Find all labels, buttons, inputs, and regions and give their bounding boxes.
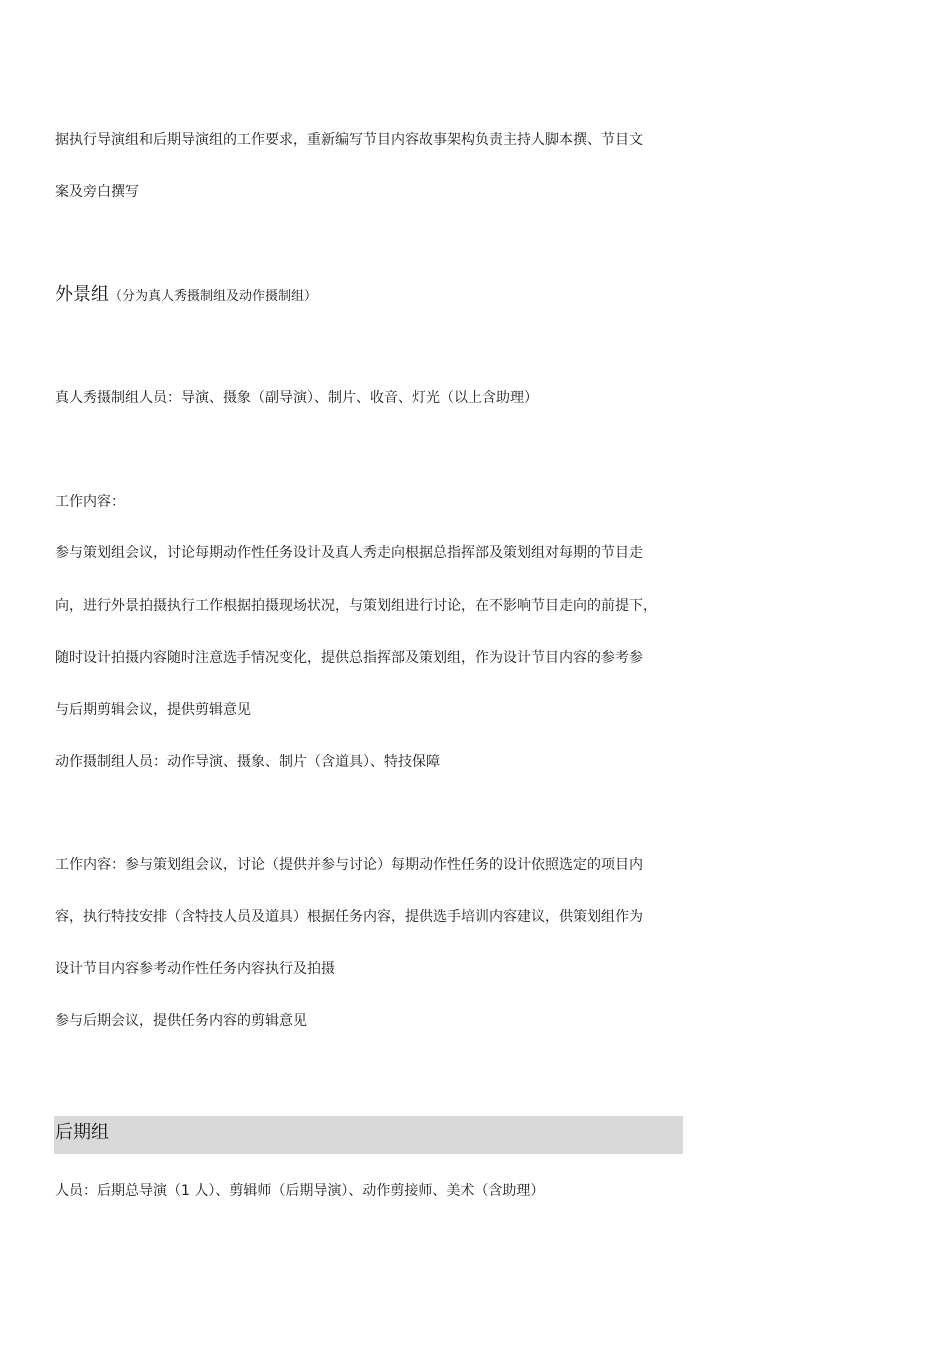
post-section-title: 后期组 (55, 1122, 109, 1143)
action-work-line: 容，执行特技安排（含特技人员及道具）根据任务内容，提供选手培训内容建议，供策划组作为 (55, 909, 643, 925)
reality-crew-staff: 真人秀摄制组人员：导演、摄象（副导演）、制片、收音、灯光（以上含助理） (55, 390, 538, 406)
reality-work-label: 工作内容： (55, 494, 125, 510)
outdoor-section-title: 外景组 (55, 284, 109, 305)
post-crew-staff: 人员：后期总导演（1 人）、剪辑师（后期导演）、动作剪接师、美术（含助理） (55, 1183, 545, 1199)
outdoor-section-heading (55, 283, 317, 309)
reality-work-line: 参与策划组会议，讨论每期动作性任务设计及真人秀走向根据总指挥部及策划组对每期的节目走 (55, 545, 643, 561)
intro-line-1: 据执行导演组和后期导演组的工作要求，重新编写节目内容故事架构负责主持人脚本撰、节目文 (55, 132, 643, 148)
outdoor-section-subtitle: （分为真人秀摄制组及动作摄制组） (109, 289, 318, 304)
action-work-line: 设计节目内容参考动作性任务内容执行及拍摄 (55, 961, 335, 977)
reality-work-line: 与后期剪辑会议，提供剪辑意见 (55, 702, 251, 718)
reality-work-line: 向，进行外景拍摄执行工作根据拍摄现场状况，与策划组进行讨论，在不影响节目走向的前提下， (55, 598, 657, 614)
reality-work-line: 随时设计拍摄内容随时注意选手情况变化，提供总指挥部及策划组，作为设计节目内容的参考参 (55, 650, 643, 666)
action-work-line: 参与后期会议，提供任务内容的剪辑意见 (55, 1013, 307, 1029)
intro-line-2: 案及旁白撰写 (55, 184, 139, 200)
action-work-line: 工作内容：参与策划组会议，讨论（提供并参与讨论）每期动作性任务的设计依照选定的项目内 (55, 857, 643, 873)
post-section-heading-band (54, 1116, 683, 1154)
action-crew-staff: 动作摄制组人员：动作导演、摄象、制片（含道具）、特技保障 (55, 754, 440, 770)
